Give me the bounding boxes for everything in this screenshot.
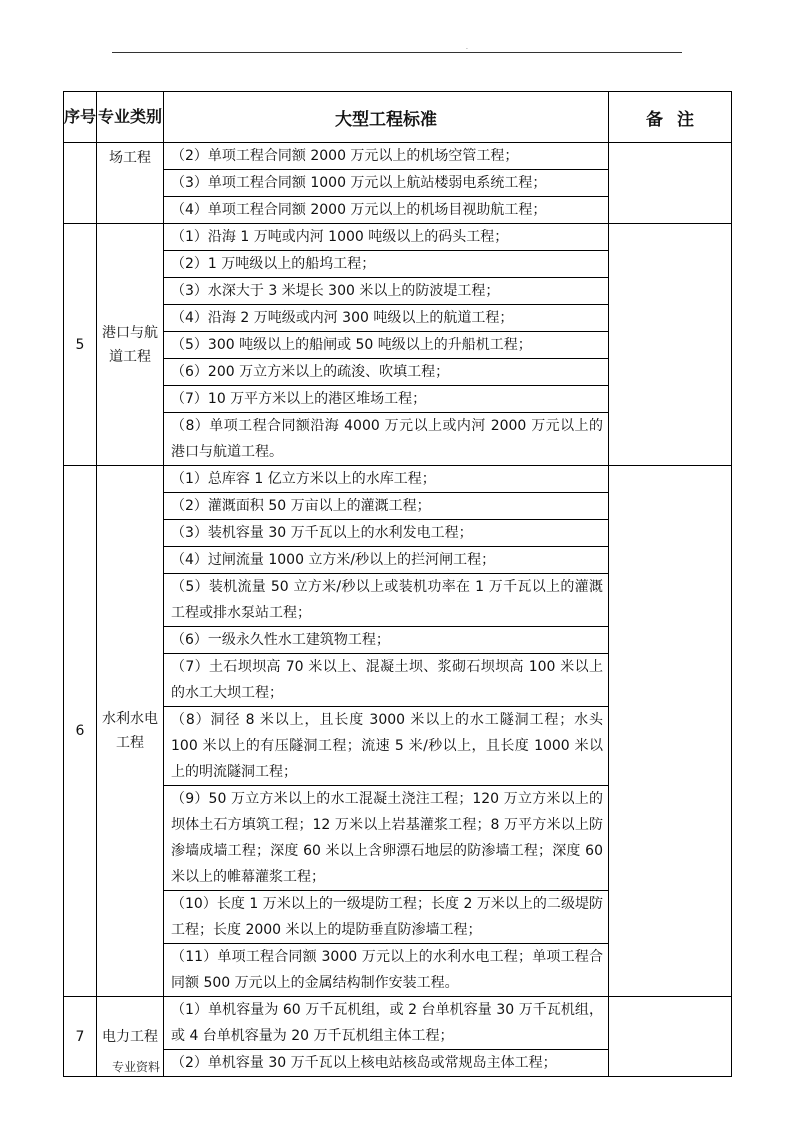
standard-item: （2）单机容量 30 万千瓦以上核电站核岛或常规岛主体工程；: [164, 1050, 609, 1077]
standard-item: （11）单项工程合同额 3000 万元以上的水利水电工程；单项工程合同额 500 万元以上的金属结构制作安装工程。: [164, 944, 609, 997]
footer-label: 专业资料: [112, 1060, 161, 1074]
header-note: 备注: [609, 92, 732, 143]
standard-item: （1）单机容量为 60 万千瓦机组，或 2 台单机容量 30 万千瓦机组，或 4 台单机容量为 20 万千瓦机组主体工程；: [164, 997, 609, 1050]
table-row: [64, 224, 732, 251]
note-cell: [609, 143, 732, 224]
section-seq: 7: [64, 997, 97, 1077]
standard-item: （10）长度 1 万米以上的一级堤防工程；长度 2 万米以上的二级堤防工程；长度 2000 米以上的堤防垂直防渗墙工程；: [164, 891, 609, 944]
standard-item: （2）单项工程合同额 2000 万元以上的机场空管工程；: [164, 143, 609, 170]
standard-item: （4）单项工程合同额 2000 万元以上的机场目视助航工程；: [164, 197, 609, 224]
standard-item: （2）1 万吨级以上的船坞工程；: [164, 251, 609, 278]
standard-item: （8）单项工程合同额沿海 4000 万元以上或内河 2000 万元以上的港口与航道工程。: [164, 413, 609, 466]
standard-item: （5）300 吨级以上的船闸或 50 吨级以上的升船机工程；: [164, 332, 609, 359]
header-rule: [112, 52, 682, 53]
standard-item: （7）10 万平方米以上的港区堆场工程；: [164, 386, 609, 413]
section-seq: 5: [64, 224, 97, 466]
note-cell: [609, 224, 732, 466]
section-seq: [64, 143, 97, 224]
section-category: 港口与航道工程: [97, 224, 164, 466]
standard-item: （6）200 万立方米以上的疏浚、吹填工程；: [164, 359, 609, 386]
table-header-row: [64, 92, 732, 143]
standard-item: （6）一级永久性水工建筑物工程；: [164, 627, 609, 654]
header-category: 专业类别: [97, 92, 164, 143]
standard-item: （9）50 万立方米以上的水工混凝土浇注工程；120 万立方米以上的坝体土石方填筑工程；12 万米以上岩基灌浆工程；8 万平方米以上防渗墙成墙工程；深度 60 米以上含卵漂石地层的防渗墙工程；深度 60 米以上的帷幕灌浆工程；: [164, 786, 609, 891]
section-category: 水利水电工程: [97, 466, 164, 997]
table-row: [64, 997, 732, 1050]
section-category: 电力工程: [97, 997, 164, 1077]
standard-item: （8）洞径 8 米以上，且长度 3000 米以上的水工隧洞工程；水头 100 米以上的有压隧洞工程；流速 5 米/秒以上，且长度 1000 米以上的明流隧洞工程；: [164, 707, 609, 786]
table-row: [64, 143, 732, 170]
note-cell: [609, 466, 732, 997]
standard-item: （5）装机流量 50 立方米/秒以上或装机功率在 1 万千瓦以上的灌溉工程或排水泵站工程；: [164, 574, 609, 627]
standard-item: （7）土石坝坝高 70 米以上、混凝土坝、浆砌石坝坝高 100 米以上的水工大坝工程；: [164, 654, 609, 707]
header-seq: 序号: [64, 92, 97, 143]
header-mark: .: [466, 44, 468, 51]
standards-table: [63, 91, 732, 1077]
standard-item: （3）单项工程合同额 1000 万元以上航站楼弱电系统工程；: [164, 170, 609, 197]
standard-item: （1）总库容 1 亿立方米以上的水库工程；: [164, 466, 609, 493]
standard-item: （1）沿海 1 万吨或内河 1000 吨级以上的码头工程；: [164, 224, 609, 251]
header-standard: 大型工程标准: [164, 92, 609, 143]
standard-item: （2）灌溉面积 50 万亩以上的灌溉工程；: [164, 493, 609, 520]
standard-item: （3）装机容量 30 万千瓦以上的水利发电工程；: [164, 520, 609, 547]
standard-item: （3）水深大于 3 米堤长 300 米以上的防波堤工程；: [164, 278, 609, 305]
section-seq: 6: [64, 466, 97, 997]
table-row: [64, 466, 732, 493]
standard-item: （4）过闸流量 1000 立方米/秒以上的拦河闸工程；: [164, 547, 609, 574]
standard-item: （4）沿海 2 万吨级或内河 300 吨级以上的航道工程；: [164, 305, 609, 332]
note-cell: [609, 997, 732, 1077]
section-category: 场工程: [97, 143, 164, 224]
